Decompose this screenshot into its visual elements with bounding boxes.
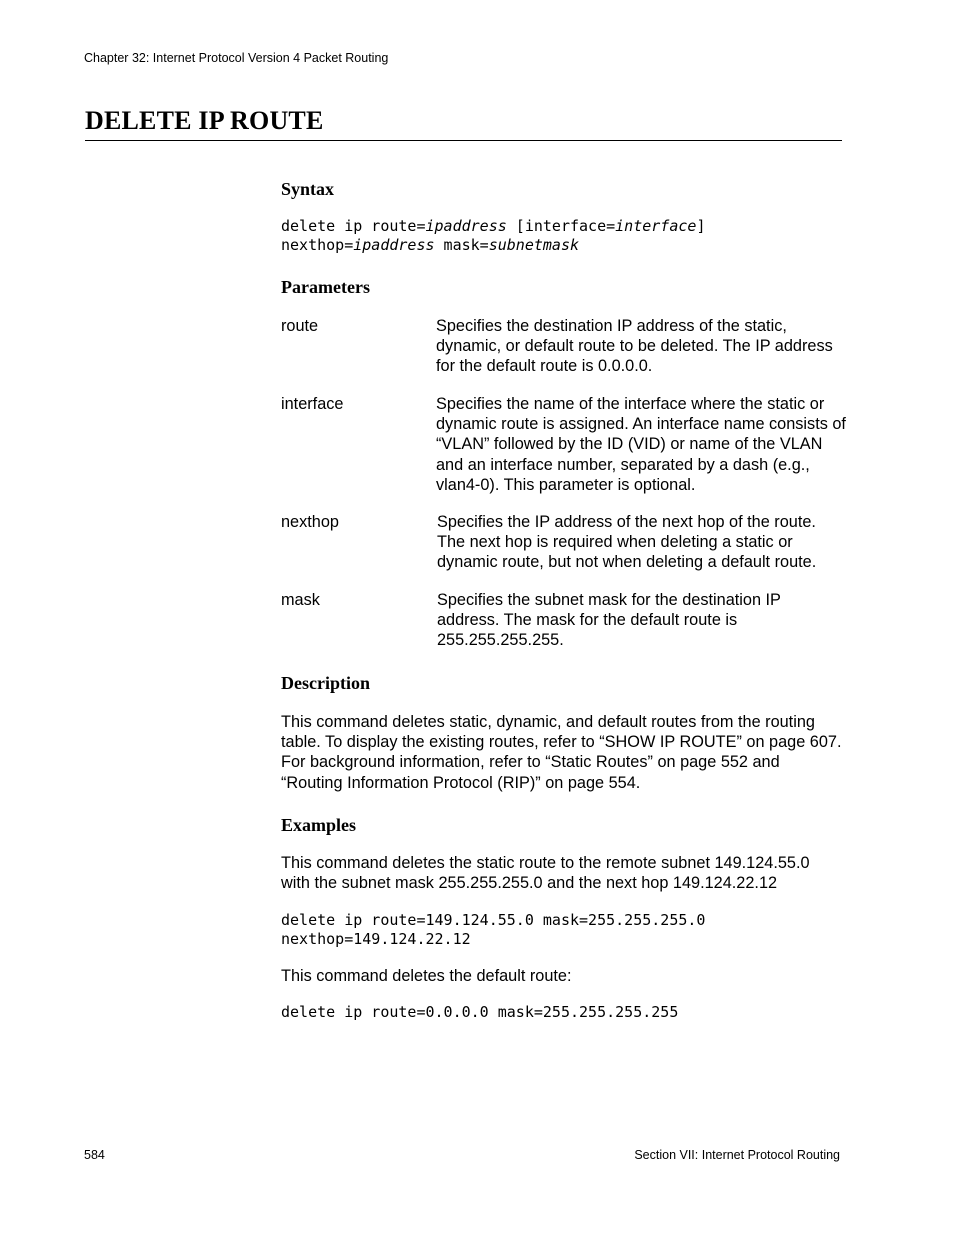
page-title: DELETE IP ROUTE xyxy=(85,106,324,135)
param-desc-interface: Specifies the name of the interface where the static or dynamic route is assigned. An interface name consists of “VLAN” followed by the ID (VID) or name of the VLAN and an interface number, separated by a dash (e.g., vlan4-0). This parameter is optional. xyxy=(436,395,846,494)
running-header: Chapter 32: Internet Protocol Version 4 Packet Routing xyxy=(84,51,389,65)
syntax-placeholder: ipaddress xyxy=(425,217,507,235)
syntax-placeholder: ipaddress xyxy=(353,236,435,254)
syntax-text: ] xyxy=(696,217,706,235)
running-footer: Section VII: Internet Protocol Routing xyxy=(634,1148,840,1162)
syntax-text: nexthop= xyxy=(281,236,354,254)
param-name-route: route xyxy=(281,317,319,335)
param-desc-nexthop: Specifies the IP address of the next hop of the route. The next hop is required when deleting a static or dynamic route, but not when deleting a default route. xyxy=(437,513,817,572)
parameters-heading: Parameters xyxy=(281,277,370,297)
examples-heading: Examples xyxy=(281,815,357,835)
example-2-code: delete ip route=0.0.0.0 mask=255.255.255.255 xyxy=(281,1003,679,1021)
param-desc-mask: Specifies the subnet mask for the destination IP address. The mask for the default route is 255.255.255.255. xyxy=(437,591,781,650)
param-desc-route: Specifies the destination IP address of the static, dynamic, or default route to be deleted. The IP address for the default route is 0.0.0.0. xyxy=(436,317,833,376)
syntax-heading: Syntax xyxy=(281,179,335,199)
syntax-text: mask= xyxy=(434,236,489,254)
example-1-code-line-2: nexthop=149.124.22.12 xyxy=(281,930,471,948)
page-number: 584 xyxy=(84,1148,105,1162)
title-rule xyxy=(85,140,842,141)
syntax-line-2 xyxy=(281,236,579,255)
example-2-intro: This command deletes the default route: xyxy=(281,967,572,985)
example-1-code-line-1: delete ip route=149.124.55.0 mask=255.255.255.0 xyxy=(281,911,706,929)
example-1-intro: This command deletes the static route to the remote subnet 149.124.55.0 with the subnet mask 255.255.255.0 and the next hop 149.124.22.12 xyxy=(281,854,810,893)
description-text: This command deletes static, dynamic, and default routes from the routing table. To display the existing routes, refer to “SHOW IP ROUTE” on page 607. For background information, refer to “Static Routes” on page 552 and “Routing Information Protocol (RIP)” on page 554. xyxy=(281,713,842,792)
param-name-nexthop: nexthop xyxy=(281,513,339,531)
syntax-text: [interface= xyxy=(506,217,616,235)
param-name-interface: interface xyxy=(281,395,344,413)
syntax-placeholder: subnetmask xyxy=(488,236,580,254)
param-name-mask: mask xyxy=(281,591,320,609)
syntax-line-1 xyxy=(281,217,705,236)
syntax-placeholder: interface xyxy=(615,217,697,235)
syntax-text: delete ip route= xyxy=(281,217,426,235)
description-heading: Description xyxy=(281,673,370,693)
